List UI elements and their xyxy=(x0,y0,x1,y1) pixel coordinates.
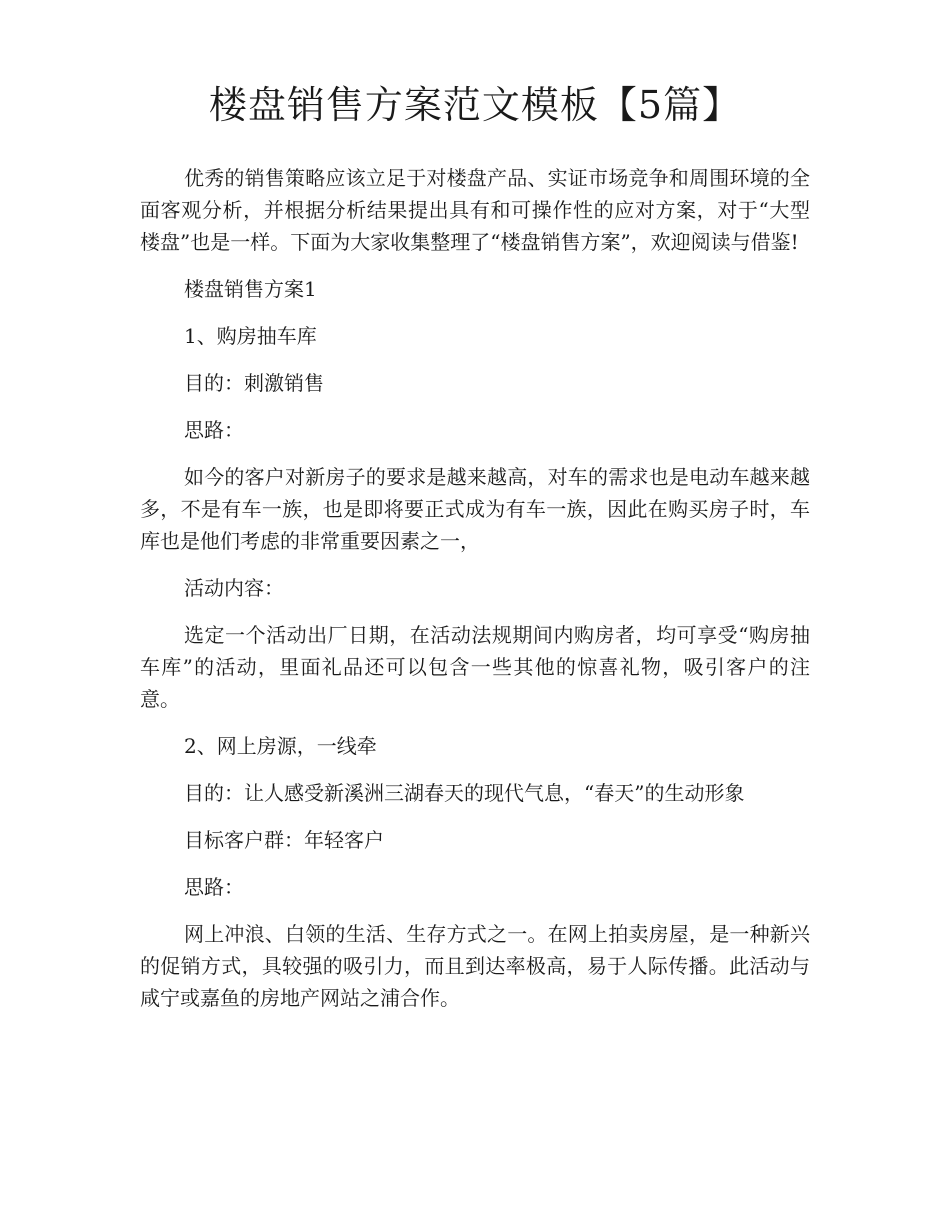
approach-paragraph: 如今的客户对新房子的要求是越来越高，对车的需求也是电动车越来越多，不是有车一族，也是即将要正式成为有车一族，因此在购买房子时，车库也是他们考虑的非常重要因素之一， xyxy=(140,465,810,553)
approach-label: 思路： xyxy=(184,418,244,442)
item-heading-garage-lottery: 1、购房抽车库 xyxy=(184,324,317,348)
section-heading-plan-1: 楼盘销售方案1 xyxy=(184,277,317,301)
approach-label-2: 思路： xyxy=(184,875,244,899)
document-body xyxy=(140,162,810,1029)
approach-paragraph-2: 网上冲浪、白领的生活、生存方式之一。在网上拍卖房屋，是一种新兴的促销方式，具较强的吸引力，而且到达率极高，易于人际传播。此活动与咸宁或嘉鱼的房地产网站之浦合作。 xyxy=(140,922,810,1010)
activity-content-label: 活动内容： xyxy=(184,576,284,600)
target-customers-line: 目标客户群：年轻客户 xyxy=(184,828,384,852)
item-heading-online-listing: 2、网上房源，一线牵 xyxy=(184,734,377,758)
document-title: 楼盘销售方案范文模板【5篇】 xyxy=(208,83,742,127)
purpose-line: 目的：刺激销售 xyxy=(184,371,324,395)
purpose-line-2: 目的：让人感受新溪洲三湖春天的现代气息，“春天”的生动形象 xyxy=(184,781,745,805)
activity-content-paragraph: 选定一个活动出厂日期，在活动法规期间内购房者，均可享受“购房抽车库”的活动，里面礼品还可以包含一些其他的惊喜礼物，吸引客户的注意。 xyxy=(140,623,810,711)
intro-paragraph: 优秀的销售策略应该立足于对楼盘产品、实证市场竞争和周围环境的全面客观分析，并根据分析结果提出具有和可操作性的应对方案，对于“大型楼盘”也是一样。下面为大家收集整理了“楼盘销售方案”，欢迎阅读与借鉴! xyxy=(140,166,810,254)
